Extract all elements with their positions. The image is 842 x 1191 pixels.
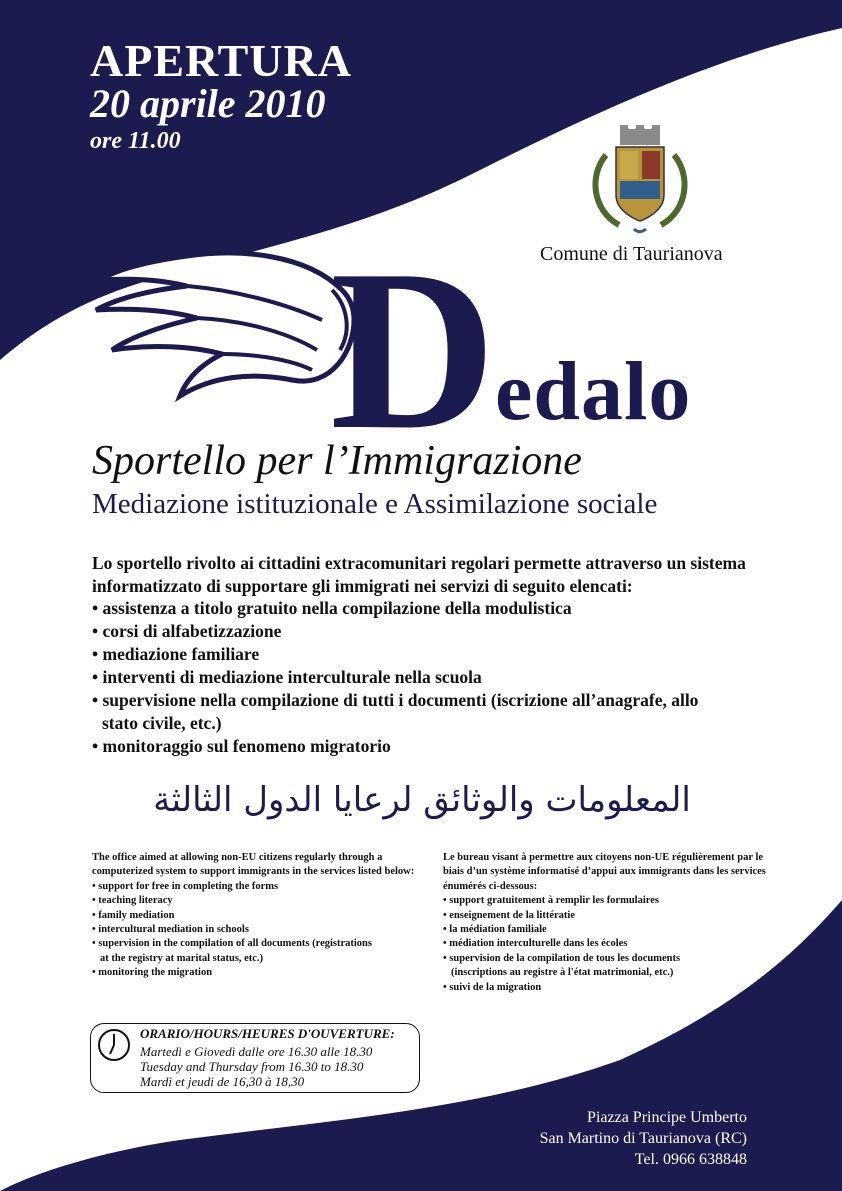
address-line: Piazza Principe Umberto: [587, 1109, 747, 1126]
list-item: • family mediation: [92, 909, 175, 921]
english-intro: The office aimed at allowing non-EU citizens regularly through a computerized system to support immigrants in the services listed below:: [92, 852, 415, 878]
list-item: • corsi di alfabetizzazione: [92, 621, 282, 641]
list-item: stato civile, etc.): [102, 713, 222, 733]
hours-title: ORARIO/HOURS/HEURES D'OUVERTURE:: [140, 1026, 395, 1041]
list-item: • monitoraggio sul fenomeno migratorio: [92, 736, 391, 756]
french-intro: Le bureau visant à permettre aux citoyens non-UE régulièrement par le biais d’un système informatisé d’appui aux immigrants dans les services énumérés ci-dessous:: [443, 852, 766, 892]
english-services-list: [92, 880, 422, 981]
list-item: • mediazione familiare: [92, 644, 260, 664]
english-column: [92, 851, 422, 981]
list-item: • la médiation familiale: [443, 924, 547, 936]
tagline: Mediazione istituzionale e Assimilazione sociale: [92, 488, 658, 520]
list-item: • supervision de la compilation de tous les documents: [443, 952, 681, 964]
french-column: [443, 851, 773, 995]
list-item: • suivi de la migration: [443, 981, 542, 993]
list-item: (inscriptions au registre à l'état matrimonial, etc.): [451, 967, 674, 979]
phone-number: Tel. 0966 638848: [634, 1151, 747, 1168]
opening-title: APERTURA: [90, 35, 352, 86]
hours-line: Martedì e Giovedì dalle ore 16.30 alle 18.30: [140, 1044, 373, 1059]
list-item: • support for free in completing the forms: [92, 880, 279, 892]
municipality-label: Comune di Taurianova: [540, 243, 723, 265]
italian-intro: Lo sportello rivolto ai cittadini extracomunitari regolari permette attraverso un sistema informatizzato di supportare gli immigrati nei servizi di seguito elencati:: [92, 553, 746, 596]
address-line: San Martino di Taurianova (RC): [539, 1130, 747, 1147]
brand-name: edalo: [495, 345, 692, 438]
list-item: • interventi di mediazione interculturale nella scuola: [92, 667, 482, 687]
list-item: • supervision in the compilation of all documents (registrations: [92, 938, 372, 950]
clock-icon: [96, 1027, 132, 1063]
hours-line: Tuesday and Thursday from 16.30 to 18.30: [140, 1059, 364, 1074]
subtitle: Sportello per l’Immigrazione: [92, 438, 582, 484]
french-services-list: [443, 894, 773, 995]
list-item: • support gratuitement à remplir les formulaires: [443, 895, 659, 907]
italian-services-list: [92, 597, 762, 758]
opening-date: 20 aprile 2010: [90, 81, 326, 126]
list-item: • assistenza a titolo gratuito nella compilazione della modulistica: [92, 598, 572, 618]
list-item: • teaching literacy: [92, 895, 173, 907]
address-block: [540, 1107, 747, 1170]
list-item: • médiation interculturelle dans les écoles: [443, 938, 628, 950]
arabic-title: المعلومات والوثائق لرعايا الدول الثالثة: [153, 780, 691, 820]
hours-line: Mardi et jeudi de 16,30 à 18,30: [140, 1074, 305, 1089]
coat-of-arms-icon: [584, 125, 696, 245]
list-item: • supervisione nella compilazione di tutti i documenti (iscrizione all’anagrafe, allo: [92, 690, 699, 710]
list-item: at the registry at marital status, etc.): [100, 952, 264, 964]
list-item: • intercultural mediation in schools: [92, 924, 249, 936]
list-item: • enseignement de la littératie: [443, 909, 575, 921]
brand-initial: D: [330, 222, 497, 477]
opening-time: ore 11.00: [90, 128, 181, 154]
list-item: • monitoring the migration: [92, 967, 213, 979]
wing-icon: [92, 250, 362, 410]
